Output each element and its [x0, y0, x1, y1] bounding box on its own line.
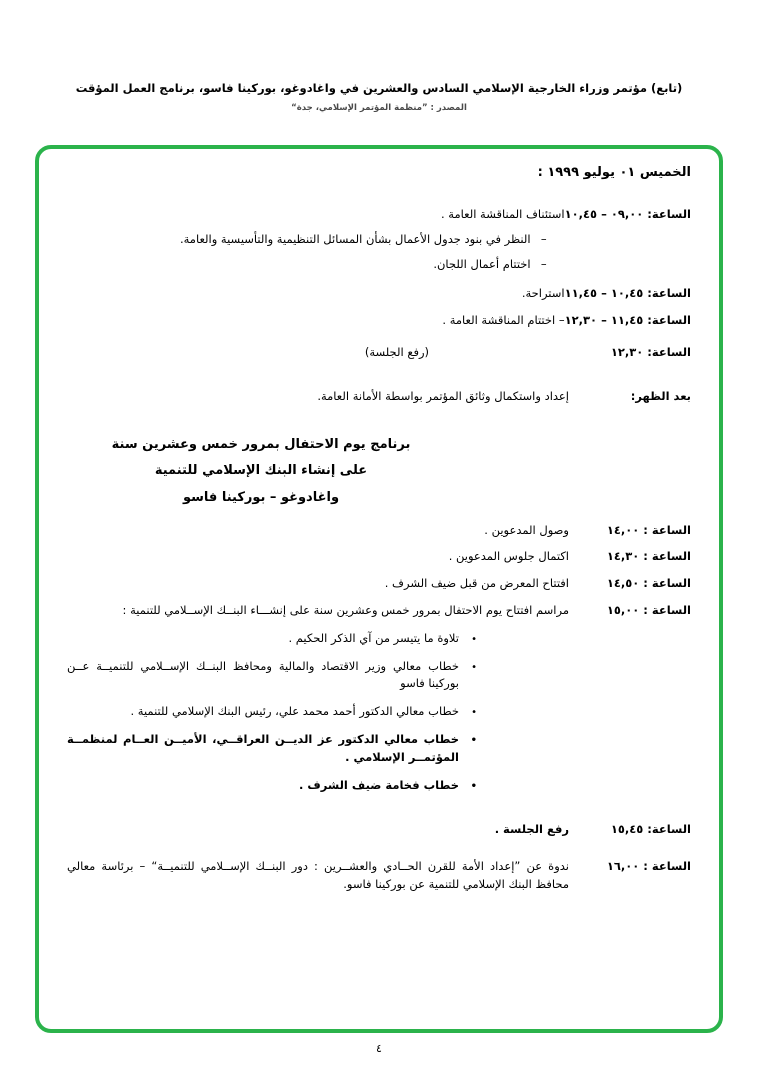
document-title: (تابع) مؤتمر وزراء الخارجية الإسلامي السادس والعشرين في واغادوغو، بوركينا فاسو، برنامج العمل المؤقت [75, 81, 683, 95]
celebration-title-line2: على إنشاء البنك الإسلامي للتنمية [154, 463, 368, 479]
celebration-title-line1: برنامج يوم الاحتفال بمرور خمس وعشرين سنة [111, 436, 411, 452]
time-label: الساعة : ١٤,٠٠ [606, 522, 691, 537]
time-label: الساعة: ١٥,٤٥ [610, 821, 691, 836]
row-text: استئناف المناقشة العامة . [441, 207, 565, 221]
row-text: افتتاح المعرض من قبل ضيف الشرف . [384, 576, 569, 591]
row-text: إعداد واستكمال وثائق المؤتمر بواسطة الأمانة العامة. [317, 388, 569, 403]
row-content [67, 548, 569, 566]
row-text: رفع الجلسة . [494, 821, 569, 836]
bullet-icon: • [471, 707, 477, 719]
row-content [67, 858, 569, 894]
row-content [67, 522, 569, 540]
time-label: الساعة : ١٤,٥٠ [606, 576, 691, 591]
bullet-item [67, 703, 569, 721]
document-source: المصدر : ”منظمة المؤتمر الإسلامي، جدة“ [291, 103, 467, 114]
time-label: بعد الظهر: [630, 388, 691, 403]
row-text: (رفع الجلسة) [364, 345, 429, 360]
row-text: ندوة عن ”إعداد الأمة للقرن الحــادي والعشــرين : دور البنــك الإســلامي للتنميــة“ – برئاسة معالي محافظ البنك الإسلامي للتنمية عن بوركينا فاسو. [67, 859, 569, 892]
bullet-item [67, 731, 569, 767]
schedule-row [67, 858, 691, 894]
schedule-row [67, 285, 691, 303]
bullet-item [67, 777, 569, 795]
day-title: الخميس ٠١ يوليو ١٩٩٩ : [537, 165, 691, 180]
bullet-icon: • [471, 633, 477, 645]
bullet-item-text: خطاب معالي الدكتور أحمد محمد علي، رئيس البنك الإسلامي للتنمية . [130, 704, 459, 719]
row-text: اكتمال جلوس المدعوين . [448, 549, 569, 564]
row-content [67, 285, 565, 303]
celebration-title [91, 432, 431, 512]
dash-item-text: النظر في بنود جدول الأعمال بشأن المسائل التنظيمية والتأسيسية والعامة. [179, 231, 531, 246]
row-text: وصول المدعوين . [484, 522, 569, 537]
row-content [67, 312, 565, 330]
schedule-row [67, 344, 691, 362]
time-label: الساعة : ١٤,٣٠ [606, 549, 691, 564]
row-content [67, 575, 569, 593]
bullet-item-text: تلاوة ما يتيسر من آي الذكر الحكيم . [288, 630, 459, 645]
schedule-row [67, 548, 691, 566]
page-number: ٤ [376, 1042, 382, 1055]
bullet-item-text: خطاب فخامة ضيف الشرف . [299, 777, 459, 792]
schedule-row [67, 821, 691, 839]
time-label: الساعة : ١٦,٠٠ [606, 859, 691, 874]
bullet-item-text: خطاب معالي الدكتور عز الديــن العراقــي، الأميــن العــام لمنظمــة المؤتمــر الإسلامي . [67, 732, 459, 764]
schedule-row [67, 206, 691, 273]
bullet-item [67, 630, 569, 648]
row-content [67, 344, 569, 362]
dash-item [67, 256, 565, 274]
bullet-icon: • [470, 735, 477, 747]
row-content [67, 206, 565, 273]
row-content [67, 821, 569, 839]
row-text: استراحة. [521, 286, 565, 301]
row-content [67, 602, 569, 795]
bullet-item-text: خطاب معالي وزير الاقتصاد والمالية ومحافظ البنــك الإســلامي للتنميــة عــن بوركينا فاسو [67, 658, 459, 691]
celebration-title-line3: واغادوغو – بوركينا فاسو [182, 489, 340, 505]
dash-item [67, 231, 565, 249]
dash-marker: – [540, 256, 547, 271]
schedule-row [67, 602, 691, 795]
row-text: – اختتام المناقشة العامة . [442, 313, 565, 328]
bullet-icon: • [471, 661, 477, 673]
dash-item-text: اختتام أعمال اللجان. [433, 256, 531, 271]
time-label: الساعة: ١١,٤٥ – ١٢,٣٠ [564, 313, 691, 328]
schedule-row [67, 312, 691, 330]
time-label: الساعة : ١٥,٠٠ [606, 603, 691, 618]
time-label: الساعة: ١٢,٣٠ [610, 345, 691, 360]
schedule-row [67, 388, 691, 406]
row-content [67, 388, 569, 406]
schedule-row [67, 522, 691, 540]
row-text: مراسم افتتاح يوم الاحتفال بمرور خمس وعشرين سنة على إنشـــاء البنــك الإســلامي للتنمية : [122, 603, 569, 618]
bullet-icon: • [470, 780, 477, 792]
time-label: الساعة: ٠٩,٠٠ – ١٠,٤٥ [564, 207, 691, 221]
program-box [35, 145, 723, 1033]
time-label: الساعة: ١٠,٤٥ – ١١,٤٥ [564, 286, 691, 301]
schedule-row [67, 575, 691, 593]
dash-marker: – [540, 231, 547, 246]
document-header [40, 80, 718, 113]
bullet-item [67, 658, 569, 694]
